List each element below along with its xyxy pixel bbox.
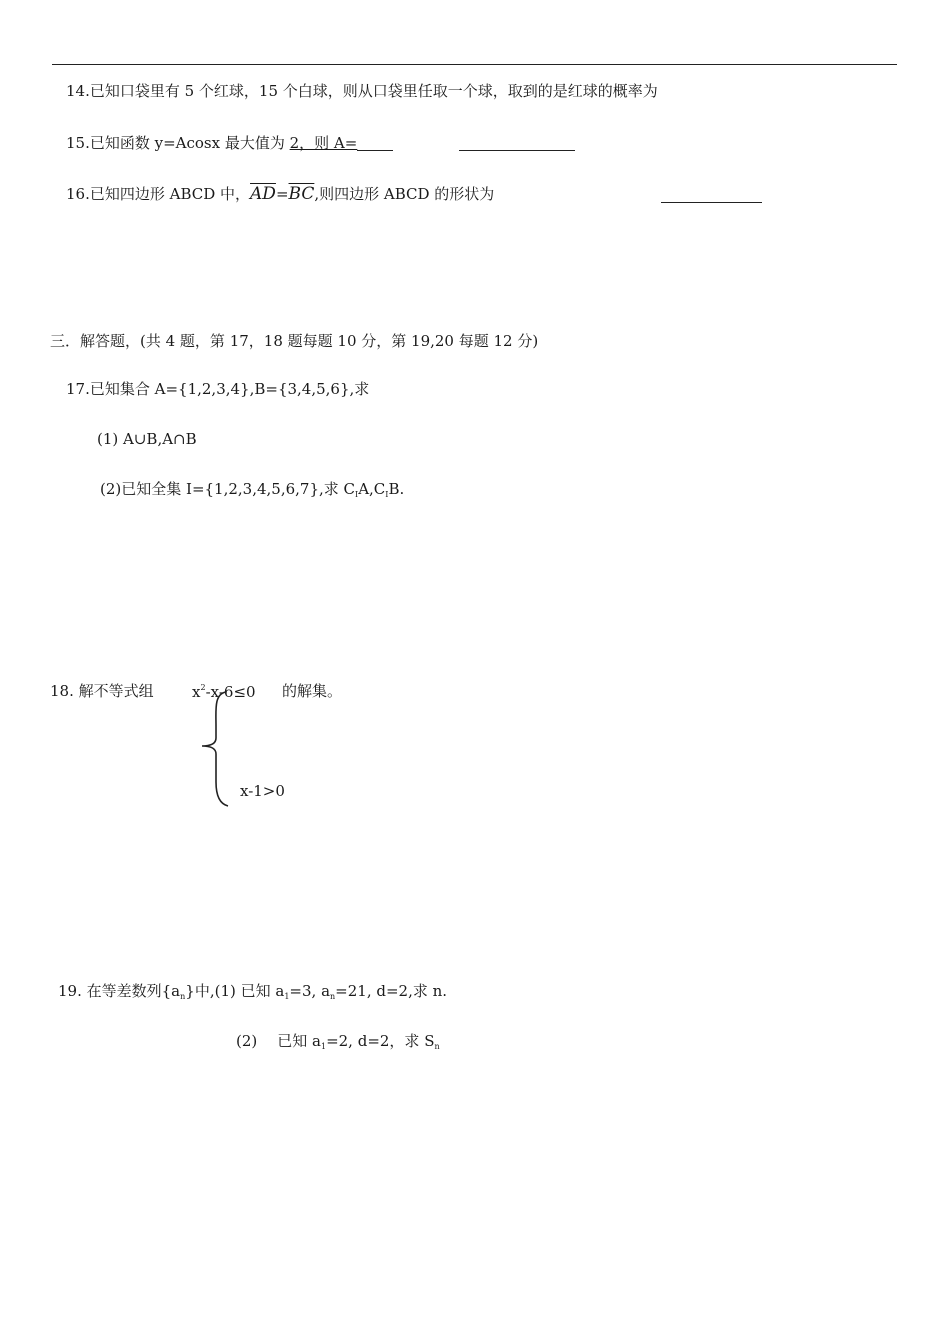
question-19-part-2: (2) 已知 $a_1=2$, d=2，求 $S_n$ <box>236 1032 440 1051</box>
question-17-stem: 17.已知集合 A={1,2,3,4},B={3,4,5,6},求 <box>66 380 370 398</box>
system-left-brace <box>196 690 236 810</box>
vector-ad: $\overline{AD}$ <box>250 184 276 204</box>
question-19-stem: 19. 在等差数列$\{a_n\}$中,(1) 已知 $a_1=3$, $a_n=21$, d=2,求 n. <box>58 982 448 1001</box>
inequality-2: x-1>0 <box>240 782 285 800</box>
header-rule <box>52 64 897 65</box>
equals-sign: = <box>275 185 289 203</box>
question-14-text: 14.已知口袋里有 5 个红球，15 个白球，则从口袋里任取一个球，取到的是红球的概率为 <box>66 82 658 100</box>
question-16 <box>66 186 494 203</box>
question-18-label: 18. 解不等式组 <box>50 682 154 700</box>
question-18-suffix: 的解集。 <box>282 682 343 700</box>
question-17-part-1: (1) A∪B,A∩B <box>97 430 197 448</box>
question-15-underlined: 2，则 A= <box>289 134 358 152</box>
inequality-1: $x^2-x-6\le 0$ <box>192 683 256 701</box>
question-15-prefix: 15.已知函数 y=Acosx 最大值为 <box>66 134 290 152</box>
question-14 <box>66 84 658 99</box>
answer-blank-15[interactable] <box>459 134 575 151</box>
question-15-underline-tail <box>357 134 393 151</box>
question-17-part-2: (2)已知全集 I={1,2,3,4,5,6,7},求 $C_IA,C_IB$. <box>100 480 405 499</box>
answer-blank-16[interactable] <box>661 186 762 203</box>
section-3-title: 三．解答题，(共 4 题，第 17，18 题每题 10 分，第 19,20 每题 12 分) <box>50 332 539 350</box>
vector-bc: $\overline{BC}$ <box>288 184 315 204</box>
question-16-prefix: 16.已知四边形 ABCD 中， <box>66 185 251 203</box>
question-16-suffix: ,则四边形 ABCD 的形状为 <box>314 185 495 203</box>
question-15 <box>66 134 393 151</box>
